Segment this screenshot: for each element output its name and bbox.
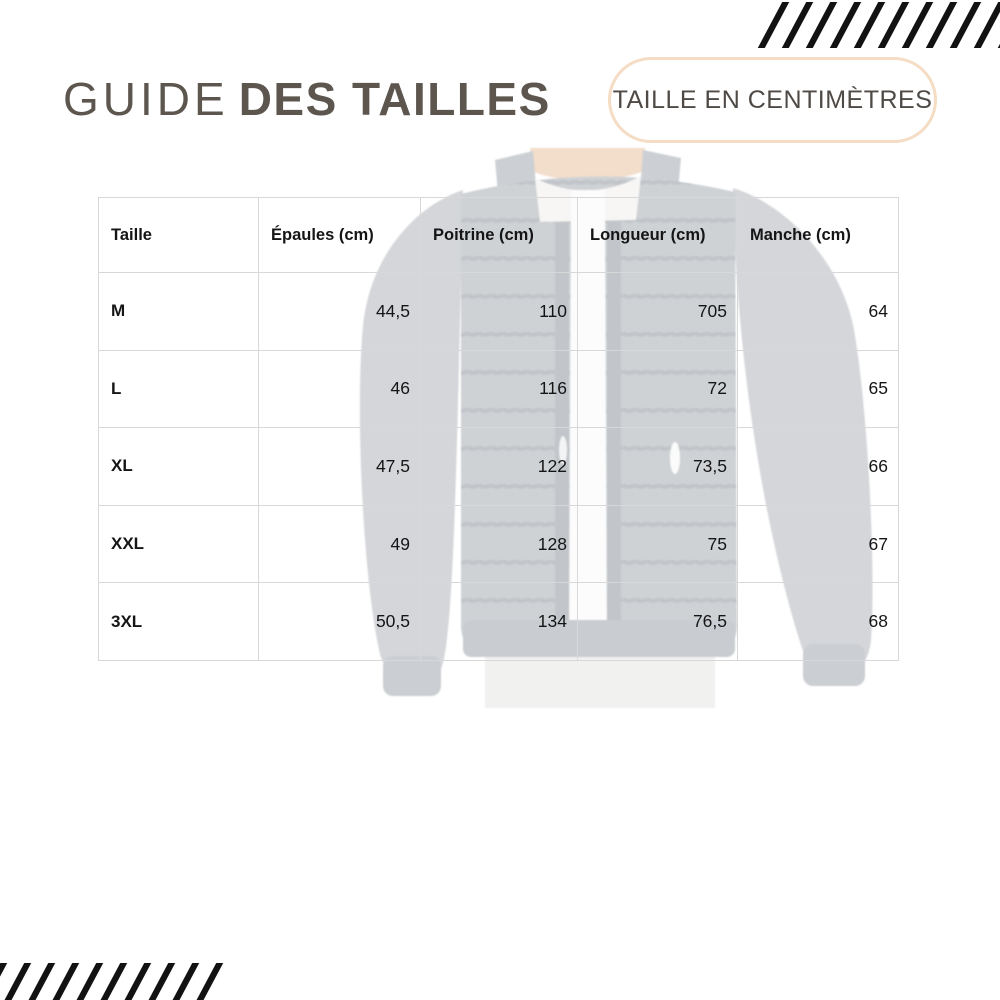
size-label-xxl: XXL — [99, 506, 259, 584]
slash-mark — [120, 963, 151, 1000]
column-header-5: Manche (cm) — [738, 198, 899, 273]
column-header-4: Longueur (cm) — [578, 198, 738, 273]
value-xxl-col2: 49 — [259, 506, 421, 584]
slash-mark — [96, 963, 127, 1000]
value-l-col3: 116 — [421, 351, 578, 429]
slash-mark — [0, 963, 31, 1000]
slash-mark — [144, 963, 175, 1000]
slash-mark — [24, 963, 55, 1000]
value-xxl-col5: 67 — [738, 506, 899, 584]
value-xl-col5: 66 — [738, 428, 899, 506]
value-3xl-col3: 134 — [421, 583, 578, 661]
value-3xl-col2: 50,5 — [259, 583, 421, 661]
slash-mark — [192, 963, 223, 1000]
value-xxl-col3: 128 — [421, 506, 578, 584]
unit-badge — [608, 57, 937, 143]
value-3xl-col5: 68 — [738, 583, 899, 661]
slash-mark — [974, 2, 1000, 48]
column-header-2: Épaules (cm) — [259, 198, 421, 273]
size-label-l: L — [99, 351, 259, 429]
column-header-1: Taille — [99, 198, 259, 273]
diagonal-slashes-bottom-left — [0, 963, 211, 1000]
value-l-col2: 46 — [259, 351, 421, 429]
value-xl-col3: 122 — [421, 428, 578, 506]
value-3xl-col4: 76,5 — [578, 583, 738, 661]
page-title-light: GUIDE — [63, 73, 229, 125]
value-m-col3: 110 — [421, 273, 578, 351]
page-title — [63, 74, 551, 125]
value-xl-col4: 73,5 — [578, 428, 738, 506]
column-header-3: Poitrine (cm) — [421, 198, 578, 273]
value-m-col4: 705 — [578, 273, 738, 351]
slash-mark — [72, 963, 103, 1000]
size-label-3xl: 3XL — [99, 583, 259, 661]
size-label-xl: XL — [99, 428, 259, 506]
value-l-col5: 65 — [738, 351, 899, 429]
size-table — [98, 197, 899, 661]
size-label-m: M — [99, 273, 259, 351]
unit-badge-label: TAILLE EN CENTIMÈTRES — [612, 85, 933, 114]
slash-mark — [168, 963, 199, 1000]
page-title-bold: DES TAILLES — [238, 73, 551, 125]
value-xxl-col4: 75 — [578, 506, 738, 584]
value-xl-col2: 47,5 — [259, 428, 421, 506]
value-l-col4: 72 — [578, 351, 738, 429]
diagonal-slashes-top-right — [770, 2, 1000, 48]
slash-mark — [48, 963, 79, 1000]
jacket-neck — [530, 148, 645, 181]
value-m-col2: 44,5 — [259, 273, 421, 351]
value-m-col5: 64 — [738, 273, 899, 351]
